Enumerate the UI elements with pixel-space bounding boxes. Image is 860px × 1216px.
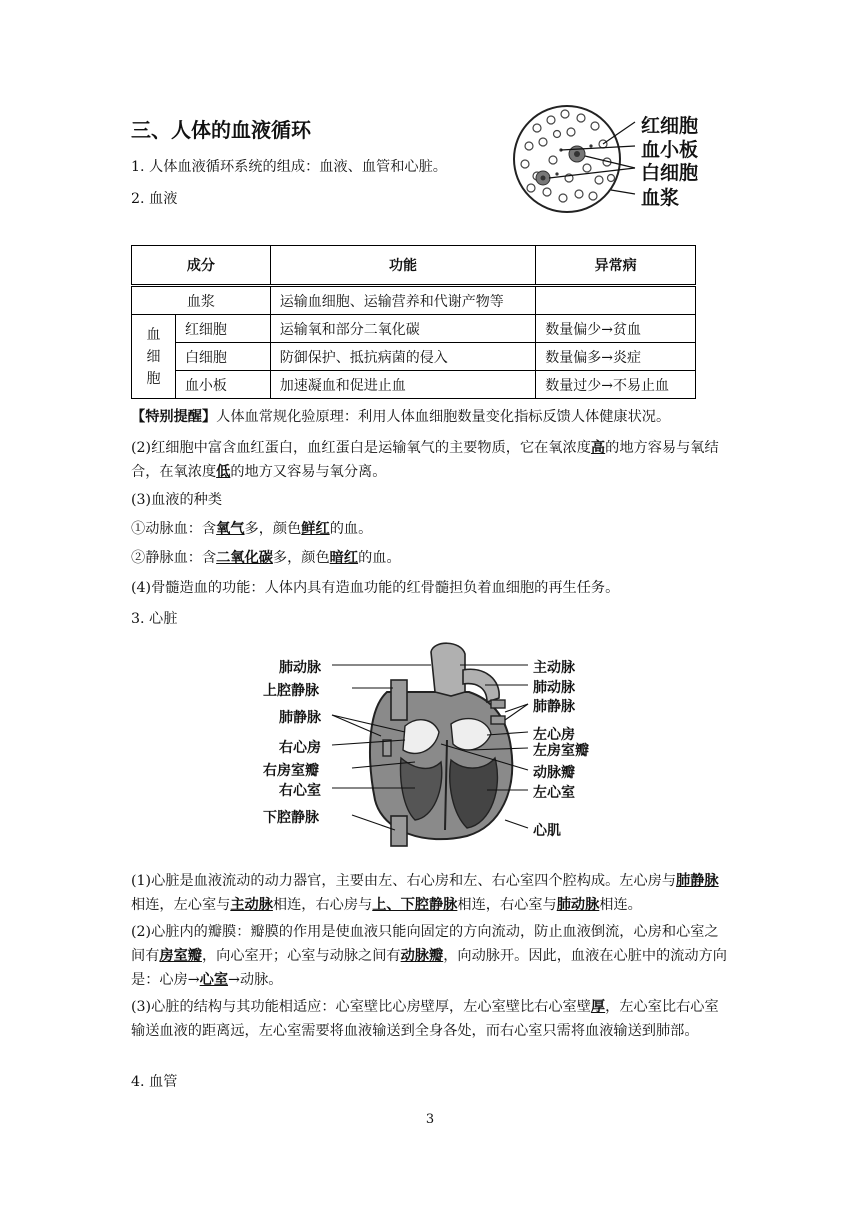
cell-function: 加速凝血和促进止血 — [270, 371, 535, 399]
label-superior-vena-cava: 上腔静脉 — [263, 683, 319, 699]
heart-heading: 3. 心脏 — [131, 611, 178, 627]
blood-heading: 2. 血液 — [131, 191, 178, 207]
label-mitral-valve: 左房室瓣 — [533, 743, 589, 759]
label-pulmonary-artery-left: 肺动脉 — [279, 660, 321, 676]
label-aorta: 主动脉 — [533, 660, 575, 676]
special-tip: 【特别提醒】人体血常规化验原理：利用人体血细胞数量变化指标反馈人体健康状况。 — [131, 409, 671, 425]
label-pulmonary-vein-left: 肺静脉 — [279, 710, 321, 726]
vessels-heading: 4. 血管 — [131, 1074, 178, 1090]
page-number: 3 — [425, 1112, 435, 1127]
label-left-atrium: 左心房 — [533, 727, 575, 743]
bone-marrow-line: (4)骨髓造血的功能：人体内具有造血功能的红骨髓担负着血细胞的再生任务。 — [131, 580, 620, 596]
label-tricuspid-valve: 右房室瓣 — [263, 763, 319, 779]
label-right-ventricle: 右心室 — [279, 783, 321, 799]
label-platelet: 血小板 — [641, 139, 699, 161]
heart-function-paragraph: (3)心脏的结构与其功能相适应：心室壁比心房壁厚，左心室壁比右心室壁厚，左心室比右心室输送血液的距离远，左心室需要将血液输送到全身各处，而右心室只需将血液输送到肺部。 — [131, 999, 719, 1039]
cell-function: 运输氧和部分二氧化碳 — [270, 315, 535, 343]
plasma-disease — [536, 286, 696, 315]
cell-name: 白细胞 — [175, 343, 270, 371]
cell-name: 血小板 — [175, 371, 270, 399]
heart-structure-paragraph: (1)心脏是血液流动的动力器官，主要由左、右心房和左、右心室四个腔构成。左心房与肺静脉相连，左心室与主动脉相连，右心房与上、下腔静脉相连，右心室与肺动脉相连。 — [131, 873, 719, 913]
venous-blood-line: ②静脉血：含二氧化碳多，颜色暗红的血。 — [131, 550, 401, 566]
header-function: 功能 — [270, 246, 535, 286]
blood-components-table — [131, 245, 696, 399]
hemoglobin-paragraph: (2)红细胞中富含血红蛋白，血红蛋白是运输氧气的主要物质，它在氧浓度高的地方容易与氧结合，在氧浓度低的地方又容易与氧分离。 — [131, 440, 719, 480]
label-arterial-valve: 动脉瓣 — [533, 765, 575, 781]
arterial-blood-line: ①动脉血：含氧气多，颜色鲜红的血。 — [131, 521, 373, 537]
label-left-ventricle: 左心室 — [533, 785, 575, 801]
label-red-cell: 红细胞 — [641, 115, 699, 137]
blood-cell-group-label: 血 细 胞 — [132, 315, 176, 399]
section-title: 三、人体的血液循环 — [131, 118, 311, 142]
header-disease: 异常病 — [536, 246, 696, 286]
heart-figure — [255, 640, 615, 850]
table-row — [132, 371, 696, 399]
plasma-function: 运输血细胞、运输营养和代谢产物等 — [270, 286, 535, 315]
table-row — [132, 286, 696, 315]
label-right-atrium: 右心房 — [279, 740, 321, 756]
label-inferior-vena-cava: 下腔静脉 — [263, 810, 319, 826]
tip-tag: 【特别提醒】 — [131, 409, 217, 425]
label-pulmonary-vein-right: 肺静脉 — [533, 699, 575, 715]
composition-line: 1. 人体血液循环系统的组成：血液、血管和心脏。 — [131, 159, 447, 175]
cell-disease: 数量过少→不易止血 — [536, 371, 696, 399]
label-plasma: 血浆 — [641, 187, 680, 209]
header-component: 成分 — [132, 246, 271, 286]
plasma-name: 血浆 — [132, 286, 271, 315]
table-header-row — [132, 246, 696, 286]
table-row — [132, 315, 696, 343]
cell-disease: 数量偏多→炎症 — [536, 343, 696, 371]
table-row — [132, 343, 696, 371]
cell-disease: 数量偏少→贫血 — [536, 315, 696, 343]
blood-types-heading: (3)血液的种类 — [131, 492, 223, 508]
label-white-cell: 白细胞 — [641, 162, 699, 184]
heart-valves-paragraph: (2)心脏内的瓣膜：瓣膜的作用是使血液只能向固定的方向流动，防止血液倒流，心房和心室之间有房室瓣，向心室开；心室与动脉之间有动脉瓣，向动脉开。因此，血液在心脏中的流动方向是：心房→心室→动脉。 — [131, 924, 727, 988]
blood-cell-figure — [507, 98, 707, 216]
cell-function: 防御保护、抵抗病菌的侵入 — [270, 343, 535, 371]
cell-name: 红细胞 — [175, 315, 270, 343]
label-pulmonary-artery-right: 肺动脉 — [533, 680, 575, 696]
label-myocardium: 心肌 — [533, 823, 561, 839]
